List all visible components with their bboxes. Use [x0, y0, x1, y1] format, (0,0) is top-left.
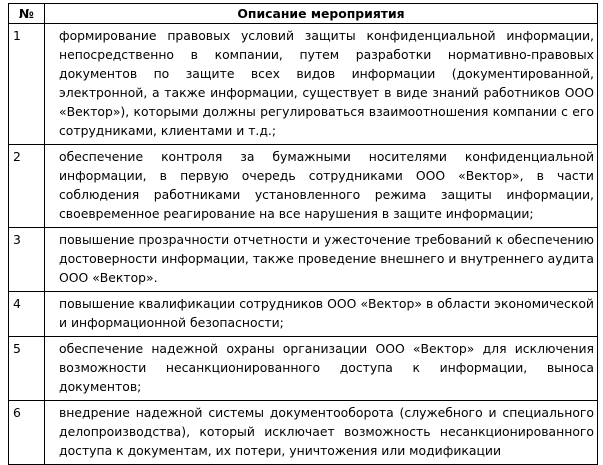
row-description: повышение прозрачности отчетности и ужесточение требований к обеспечению достоверности информации, также проведение внешнего и внутреннего аудита ООО «Вектор».: [45, 228, 598, 292]
row-number: 1: [9, 24, 45, 145]
row-number: 2: [9, 145, 45, 228]
table-border-continuation: [8, 446, 9, 460]
row-number: 3: [9, 228, 45, 292]
row-description: обеспечение надежной охраны организации ООО «Вектор» для исключения возможности несанкционированного доступа к информации, выноса документов;: [45, 337, 598, 401]
row-description: повышение квалификации сотрудников ООО «Вектор» в области экономической и информационной безопасности;: [45, 292, 598, 337]
table-row: [9, 401, 598, 465]
table-row: [9, 337, 598, 401]
row-number: 6: [9, 401, 45, 465]
row-description: внедрение надежной системы документооборота (служебного и специального делопроизводства), который исключает возможность несанкционированного доступа к документам, их потери, уничтожения или модификации: [45, 401, 598, 465]
table-row: [9, 145, 598, 228]
table-row: [9, 24, 598, 145]
row-number: 4: [9, 292, 45, 337]
table-row: [9, 228, 598, 292]
measures-table: [8, 3, 598, 465]
row-description: обеспечение контроля за бумажными носителями конфиденциальной информации, в первую очередь сотрудниками ООО «Вектор», в части соблюдения работниками установленного режима защиты информации, своевременное реагирование на все нарушения в защите информации;: [45, 145, 598, 228]
column-header-number: №: [9, 4, 45, 24]
table-header-row: [9, 4, 598, 24]
row-description: формирование правовых условий защиты конфиденциальной информации, непосредственно в компании, путем разработки нормативно-правовых документов по защите всех видов информации (документированной, электронной, а также информации, существует в виде знаний работников ООО «Вектор»), которыми должны регулироваться взаимоотношения компании с его сотрудниками, клиентами и т.д.;: [45, 24, 598, 145]
table-row: [9, 292, 598, 337]
column-header-description: Описание мероприятия: [45, 4, 598, 24]
row-number: 5: [9, 337, 45, 401]
